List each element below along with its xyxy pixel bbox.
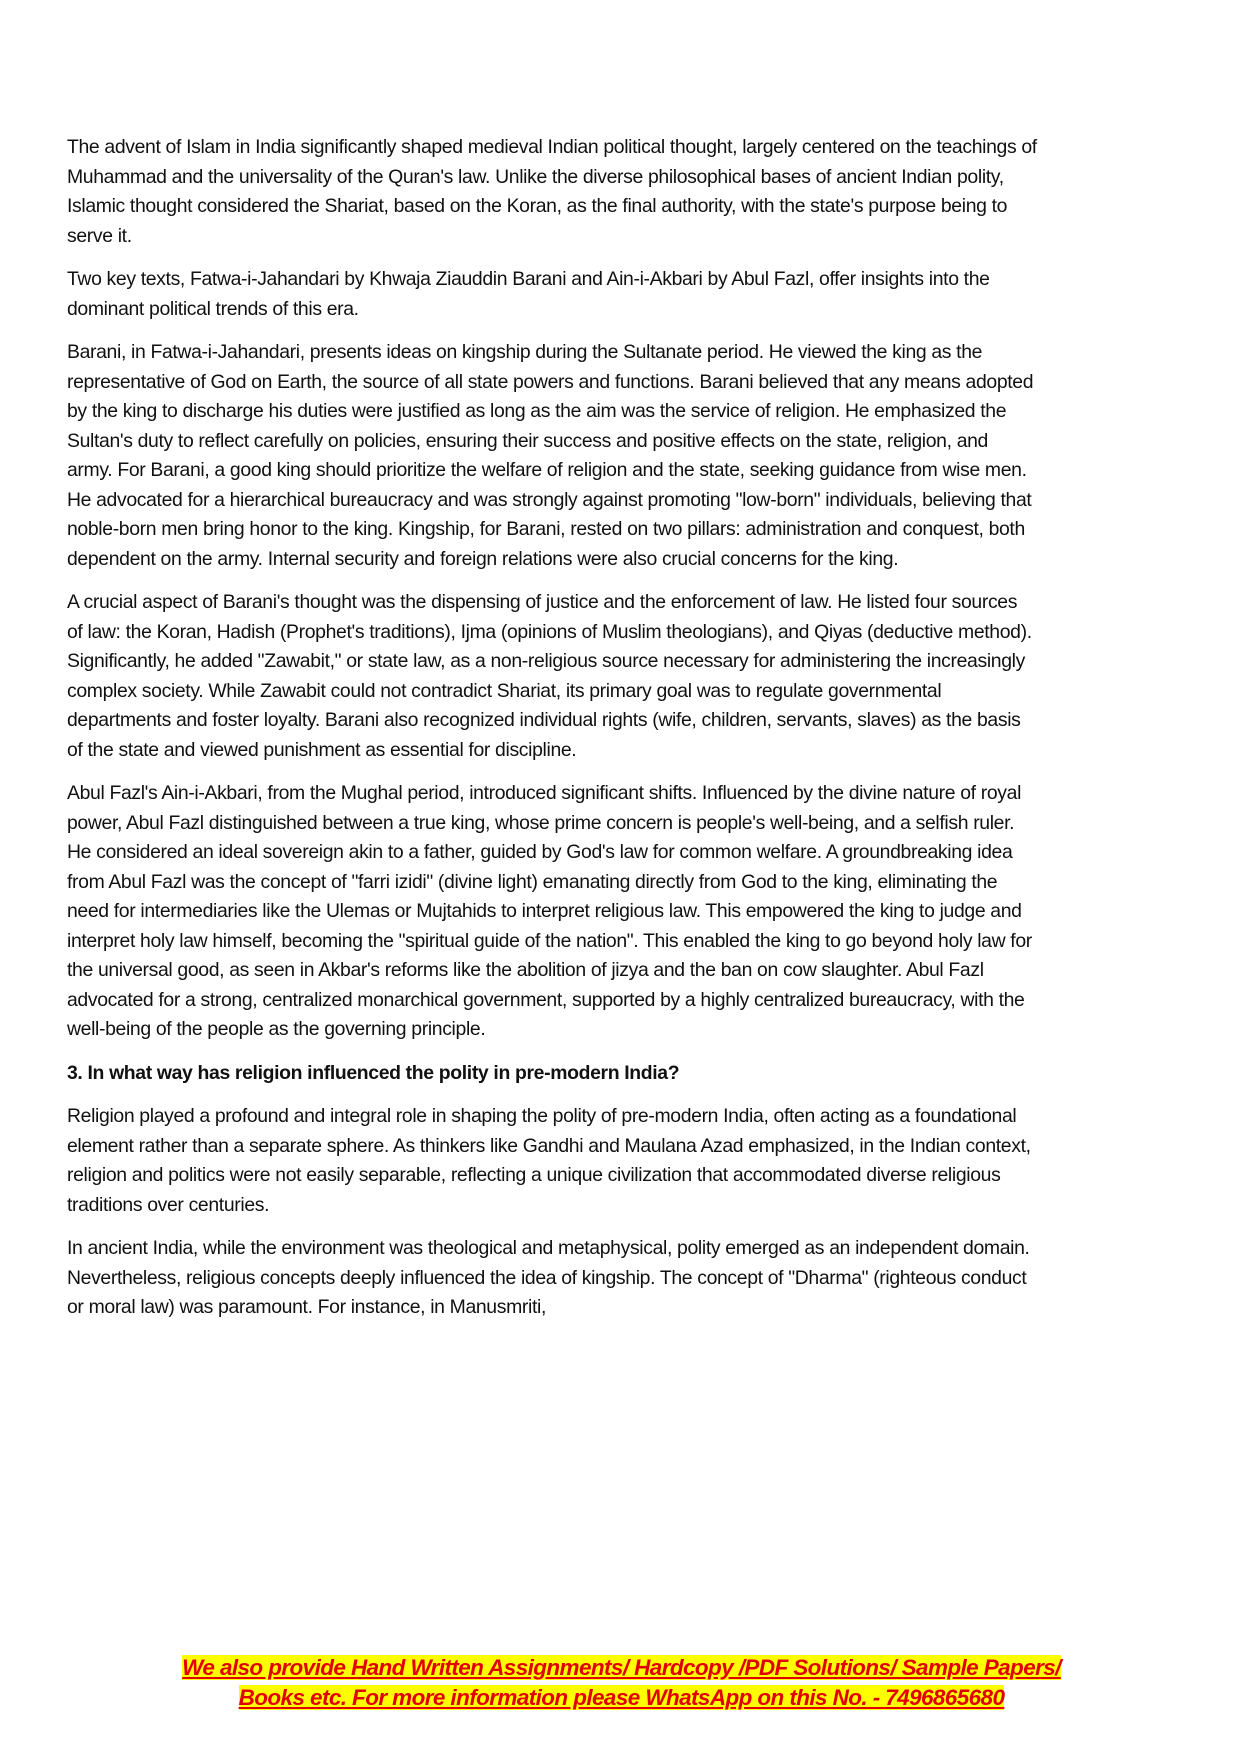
paragraph-abul-fazl: Abul Fazl's Ain-i-Akbari, from the Mughal period, introduced significant shifts. Influenced by the divine nature of royal power, Abul Fazl distinguished between a true king, whose prime concern is people's well-being, and a selfish ruler. He considered an ideal sovereign akin to a father, guided by God's law for common welfare. A groundbreaking idea from Abul Fazl was the concept of "farri izidi" (divine light) emanating directly from God to the king, eliminating the need for intermediaries like the Ulemas or Mujtahids to interpret religious law. This empowered the king to judge and interpret holy law himself, becoming the "spiritual guide of the nation". This enabled the king to go beyond holy law for the universal good, as seen in Akbar's reforms like the abolition of jizya and the ban on cow slaughter. Abul Fazl advocated for a strong, centralized monarchical government, supported by a highly centralized bureaucracy, with the well-being of the people as the governing principle. xyxy=(67,782,1032,1040)
paragraph-intro: The advent of Islam in India significantly shaped medieval Indian political thought, largely centered on the teachings of Muhammad and the universality of the Quran's law. Unlike the diverse philosophical bases of ancient Indian polity, Islamic thought considered the Shariat, based on the Koran, as the final authority, with the state's purpose being to serve it. xyxy=(67,136,1037,247)
paragraph-barani-kingship: Barani, in Fatwa-i-Jahandari, presents ideas on kingship during the Sultanate period. He viewed the king as the representative of God on Earth, the source of all state powers and functions. Barani believed that any means adopted by the king to discharge his duties were justified as long as the aim was the service of religion. He emphasized the Sultan's duty to reflect carefully on policies, ensuring their success and positive effects on the state, religion, and army. For Barani, a good king should prioritize the welfare of religion and the state, seeking guidance from wise men. He advocated for a hierarchical bureaucracy and was strongly against promoting "low-born" individuals, believing that noble-born men bring honor to the king. Kingship, for Barani, rested on two pillars: administration and conquest, both dependent on the army. Internal security and foreign relations were also crucial concerns for the king. xyxy=(67,341,1034,570)
paragraph-barani-justice: A crucial aspect of Barani's thought was the dispensing of justice and the enforcement of law. He listed four sources of law: the Koran, Hadish (Prophet's traditions), Ijma (opinions of Muslim theologians), and Qiyas (deductive method). Significantly, he added "Zawabit," or state law, as a non-religious source necessary for administering the increasingly complex society. While Zawabit could not contradict Shariat, its primary goal was to regulate governmental departments and foster loyalty. Barani also recognized individual rights (wife, children, servants, slaves) as the basis of the state and viewed punishment as essential for discipline. xyxy=(67,591,1032,761)
paragraph-answer-1: Religion played a profound and integral role in shaping the polity of pre-modern India, often acting as a foundational element rather than a separate sphere. As thinkers like Gandhi and Maulana Azad emphasized, in the Indian context, religion and politics were not easily separable, reflecting a unique civilization that accommodated diverse religious traditions over centuries. xyxy=(67,1105,1031,1216)
promo-line-1: We also provide Hand Written Assignments/ Hardcopy /PDF Solutions/ Sample Papers/ xyxy=(182,1655,1061,1680)
promo-footer xyxy=(90,1653,1153,1713)
promo-line-2: Books etc. For more information please WhatsApp on this No. - 7496865680 xyxy=(238,1685,1005,1710)
question-heading: 3. In what way has religion influenced the polity in pre-modern India? xyxy=(67,1061,680,1084)
document-body xyxy=(67,133,1037,1337)
paragraph-answer-2: In ancient India, while the environment was theological and metaphysical, polity emerged as an independent domain. Nevertheless, religious concepts deeply influenced the idea of kingship. The concept of "Dharma" (righteous conduct or moral law) was paramount. For instance, in Manusmriti, xyxy=(67,1237,1030,1318)
paragraph-key-texts: Two key texts, Fatwa-i-Jahandari by Khwaja Ziauddin Barani and Ain-i-Akbari by Abul Fazl, offer insights into the dominant political trends of this era. xyxy=(67,268,990,320)
